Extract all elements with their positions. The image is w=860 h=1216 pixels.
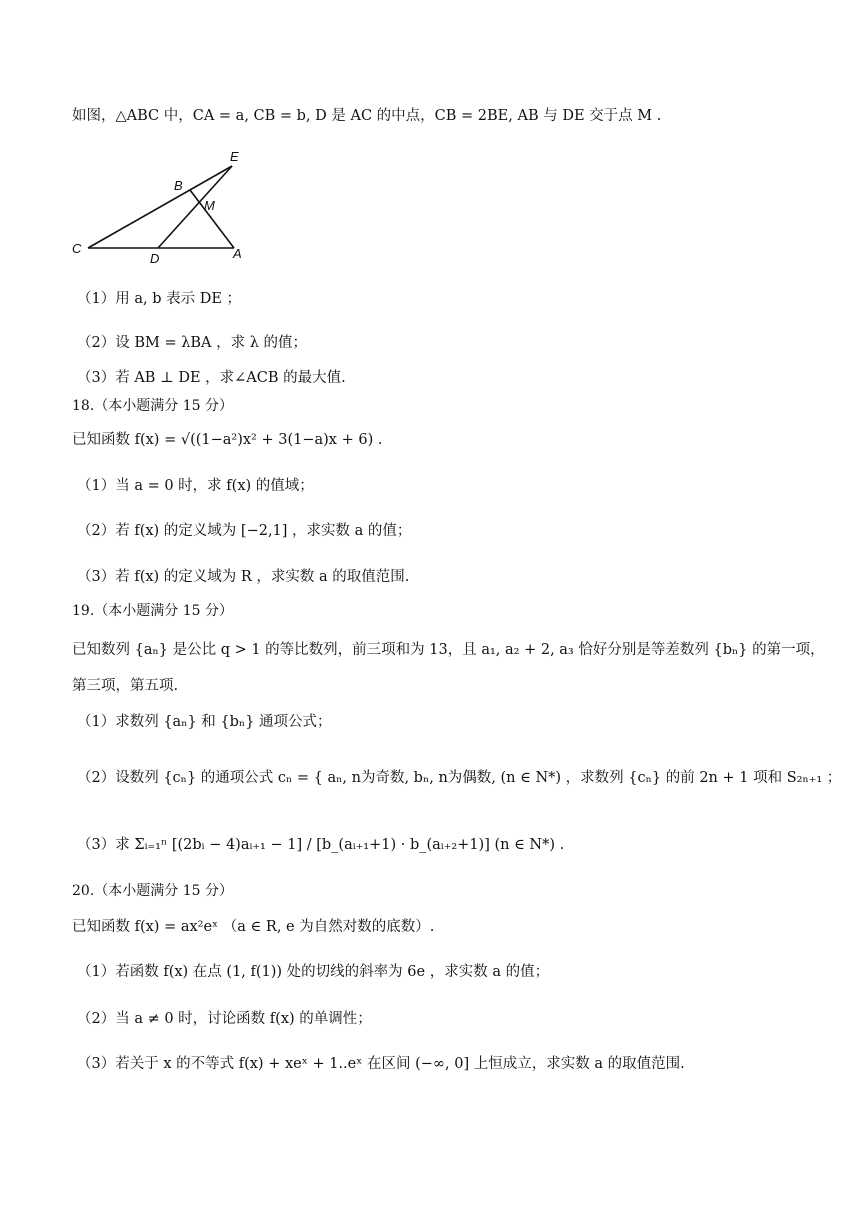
line-ED <box>158 166 232 248</box>
q20-header: 20.（本小题满分 15 分） <box>72 883 233 899</box>
q20-part3: （3）若关于 x 的不等式 f(x) + xeˣ + 1..eˣ 在区间 (−∞, 0] 上恒成立，求实数 a 的取值范围. <box>77 1056 685 1072</box>
label-D: D <box>150 251 160 266</box>
q17-part1: （1）用 a, b 表示 DE ； <box>77 291 242 307</box>
q19-header: 19.（本小题满分 15 分） <box>72 603 233 619</box>
q18-header: 18.（本小题满分 15 分） <box>72 398 233 414</box>
q20-stem: 已知函数 f(x) = ax²eˣ （a ∈ R, e 为自然对数的底数）. <box>72 919 435 935</box>
label-E: E <box>230 149 239 164</box>
q19-part3: （3）求 Σᵢ₌₁ⁿ [(2bᵢ − 4)aᵢ₊₁ − 1] / [b_(aᵢ₊₁+1) · b_(aᵢ₊₂+1)] (n ∈ N*) . <box>77 837 565 853</box>
q17-part3: （3）若 AB ⊥ DE ，求∠ACB 的最大值. <box>77 370 346 386</box>
q19-stem-line2: 第三项，第五项. <box>72 678 179 694</box>
q17-part2: （2）设 BM = λBA ，求 λ 的值； <box>77 335 308 351</box>
label-B: B <box>174 178 183 193</box>
q18-part3: （3）若 f(x) 的定义域为 R ，求实数 a 的取值范围. <box>77 569 410 585</box>
q17-intro: 如图，△ABC 中，CA = a, CB = b, D 是 AC 的中点，CB = 2BE, AB 与 DE 交于点 M . <box>72 108 662 124</box>
q18-part2: （2）若 f(x) 的定义域为 [−2,1] ，求实数 a 的值； <box>77 523 412 539</box>
q18-part1: （1）当 a = 0 时，求 f(x) 的值域； <box>77 478 314 494</box>
q20-part1: （1）若函数 f(x) 在点 (1, f(1)) 处的切线的斜率为 6e ，求实数 a 的值； <box>77 964 550 980</box>
label-A: A <box>233 246 242 261</box>
triangle-figure <box>66 146 251 266</box>
q20-part2: （2）当 a ≠ 0 时，讨论函数 f(x) 的单调性； <box>77 1011 372 1027</box>
label-C: C <box>72 241 82 256</box>
q18-stem: 已知函数 f(x) = √((1−a²)x² + 3(1−a)x + 6) . <box>72 432 383 448</box>
q19-part1: （1）求数列 {aₙ} 和 {bₙ} 通项公式； <box>77 714 332 730</box>
q19-stem-line1: 已知数列 {aₙ} 是公比 q > 1 的等比数列，前三项和为 13，且 a₁, a₂ + 2, a₃ 恰好分别是等差数列 {bₙ} 的第一项， <box>72 642 825 658</box>
label-M: M <box>204 198 215 213</box>
q19-part2: （2）设数列 {cₙ} 的通项公式 cₙ = { aₙ, n为奇数, bₙ, n为偶数, (n ∈ N*) ，求数列 {cₙ} 的前 2n + 1 项和 S₂ₙ₊₁ ； <box>77 770 842 786</box>
